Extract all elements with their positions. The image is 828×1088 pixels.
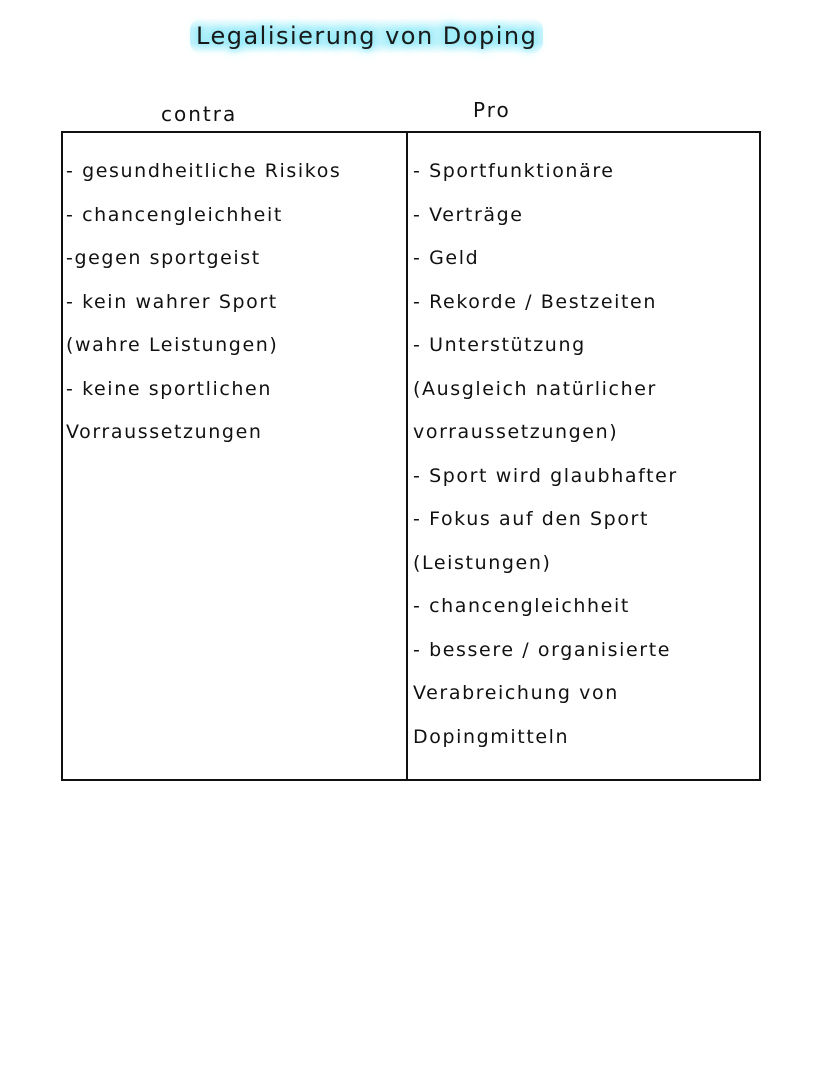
contra-line: (wahre Leistungen) [66,334,279,356]
contra-column [66,150,402,455]
contra-header: contra [161,102,238,126]
pro-line: - Unterstützung [413,334,586,356]
pro-line: - chancengleichheit [413,595,630,617]
pro-column [413,150,759,759]
pro-line: - Verträge [413,203,524,226]
contra-line: - gesundheitliche Risikos [66,160,342,182]
pro-line: - Geld [413,247,480,269]
contra-line: - chancengleichheit [66,203,283,226]
pro-line: Dopingmitteln [413,725,570,748]
column-divider [406,131,408,781]
pro-line: (Leistungen) [413,551,552,574]
contra-line: - keine sportlichen [66,377,272,400]
contra-line: Vorraussetzungen [66,421,263,443]
pro-line: - Fokus auf den Sport [413,508,650,530]
contra-line: -gegen sportgeist [66,247,261,269]
pro-line: vorraussetzungen) [413,421,619,443]
pro-line: - Rekorde / Bestzeiten [413,290,657,313]
pro-line: - Sport wird glaubhafter [413,464,678,487]
pro-header: Pro [473,98,511,122]
pro-line: Verabreichung von [413,682,619,704]
pro-line: (Ausgleich natürlicher [413,377,657,400]
pro-line: - bessere / organisierte [413,638,672,661]
contra-line: - kein wahrer Sport [66,290,278,313]
page-title: Legalisierung von Doping [190,18,543,54]
pro-line: - Sportfunktionäre [413,160,615,182]
